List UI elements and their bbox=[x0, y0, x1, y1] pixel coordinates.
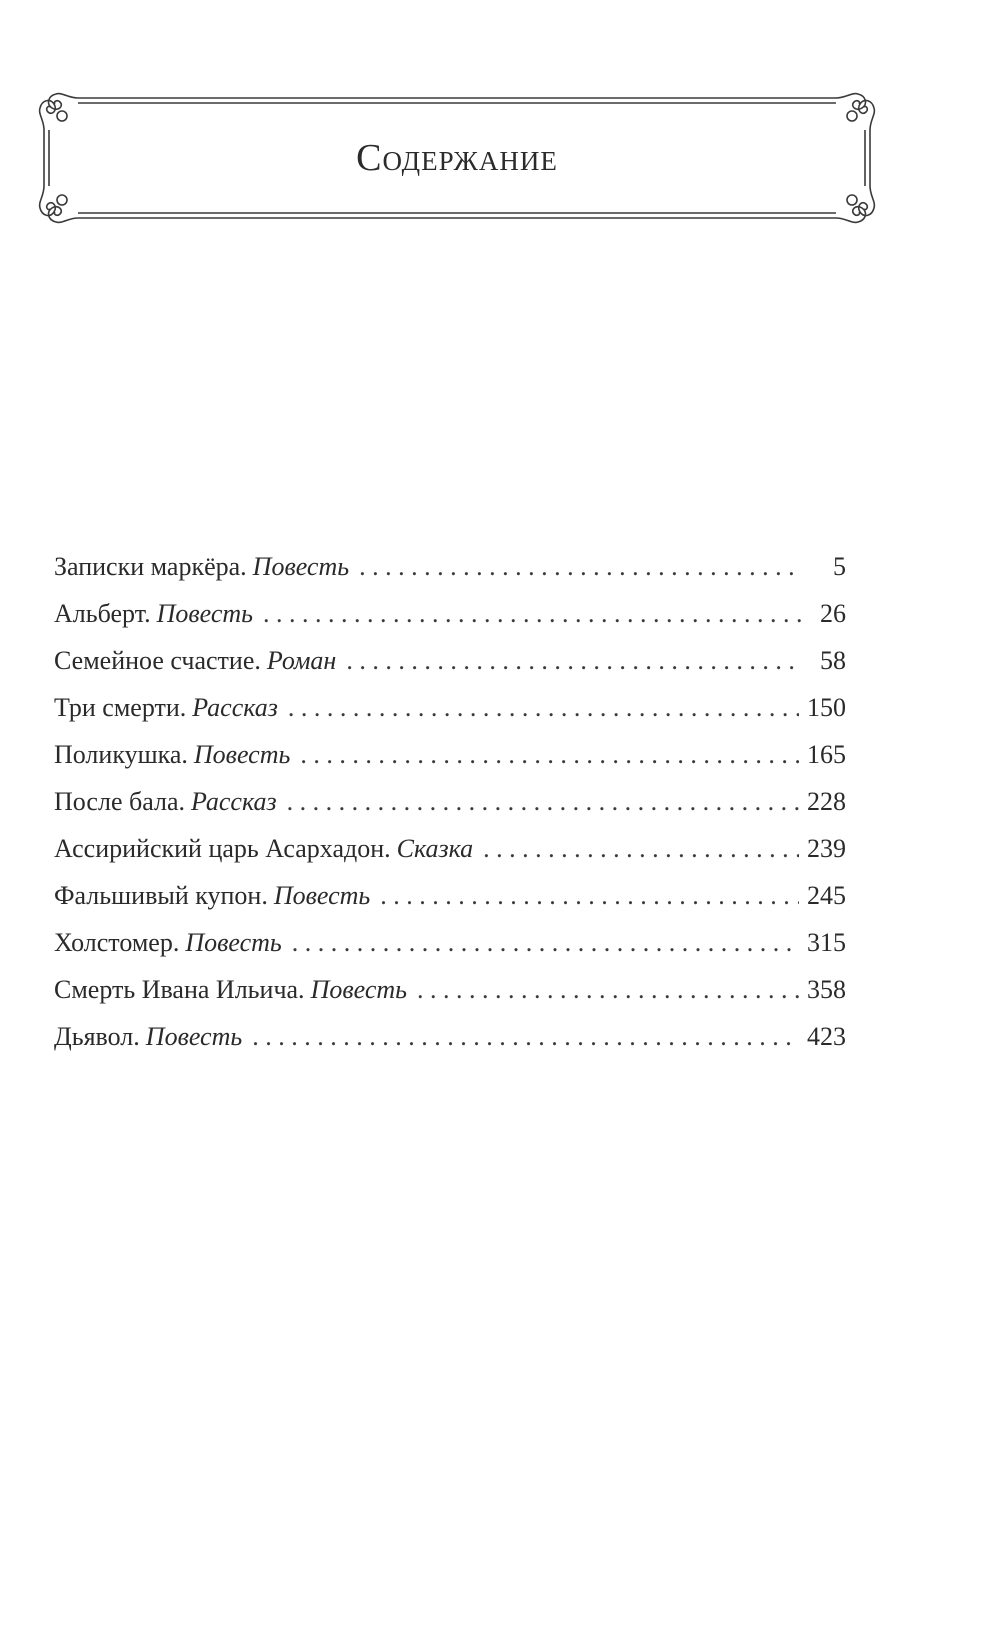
dot-leader bbox=[359, 552, 802, 582]
toc-entry-genre: Повесть bbox=[185, 928, 282, 957]
toc-entry-title: Записки маркёра. bbox=[54, 552, 247, 581]
toc-entry-page: 228 bbox=[807, 787, 846, 816]
toc-entry-title: Семейное счастие. bbox=[54, 646, 261, 675]
toc-entry-genre: Сказка bbox=[396, 834, 474, 863]
toc-entry-page: 5 bbox=[833, 552, 846, 581]
toc-entry-page: 150 bbox=[807, 693, 846, 722]
toc-entry-genre: Повесть bbox=[193, 740, 291, 769]
dot-leader bbox=[417, 975, 799, 1005]
toc-entry[interactable] bbox=[54, 787, 846, 834]
toc-entry-genre: Роман bbox=[266, 646, 337, 675]
dot-leader bbox=[300, 740, 799, 770]
toc-entry-title: После бала. bbox=[54, 787, 185, 816]
toc-entry-title: Поликушка. bbox=[54, 740, 188, 769]
toc-entry-page: 423 bbox=[807, 1022, 846, 1051]
toc-entry-page: 165 bbox=[807, 740, 846, 769]
toc-entry[interactable] bbox=[54, 975, 846, 1022]
toc-entry-genre: Повесть bbox=[252, 552, 350, 581]
toc-entry-title: Фальшивый купон. bbox=[54, 881, 268, 910]
toc-entry-genre: Повесть bbox=[156, 599, 254, 628]
toc-entry-title: Смерть Ивана Ильича. bbox=[54, 975, 305, 1004]
toc-entry[interactable] bbox=[54, 740, 846, 787]
dot-leader bbox=[252, 1022, 799, 1052]
toc-entry-title: Дьявол. bbox=[54, 1022, 140, 1051]
toc-entry-title: Три смерти. bbox=[54, 693, 187, 722]
toc-entry-title: Ассирийский царь Асархадон. bbox=[54, 834, 391, 863]
ornamental-header-frame bbox=[38, 88, 876, 228]
toc-entry-page: 245 bbox=[807, 881, 846, 910]
toc-entry-genre: Повесть bbox=[145, 1022, 243, 1051]
toc-entry-genre: Повесть bbox=[273, 881, 371, 910]
toc-entry-page: 58 bbox=[820, 646, 846, 675]
toc-entry-title: Холстомер. bbox=[54, 928, 180, 957]
toc-entry-page: 239 bbox=[807, 834, 846, 863]
toc-entry[interactable] bbox=[54, 834, 846, 881]
dot-leader bbox=[288, 693, 799, 723]
toc-entry-page: 26 bbox=[820, 599, 846, 628]
toc-entry[interactable] bbox=[54, 646, 846, 693]
dot-leader bbox=[346, 646, 802, 676]
page-title: Содержание bbox=[356, 137, 558, 179]
toc-entry[interactable] bbox=[54, 928, 846, 975]
dot-leader bbox=[380, 881, 799, 911]
toc-entry-title: Альберт. bbox=[54, 599, 151, 628]
toc-entry[interactable] bbox=[54, 881, 846, 928]
toc-entry[interactable] bbox=[54, 599, 846, 646]
toc-entry-page: 315 bbox=[807, 928, 846, 957]
toc-entry-genre: Рассказ bbox=[192, 693, 278, 722]
dot-leader bbox=[483, 834, 799, 864]
toc-entry-genre: Рассказ bbox=[191, 787, 277, 816]
dot-leader bbox=[263, 599, 802, 629]
table-of-contents bbox=[54, 552, 846, 1069]
toc-entry[interactable] bbox=[54, 693, 846, 740]
toc-entry-genre: Повесть bbox=[310, 975, 407, 1004]
dot-leader bbox=[287, 787, 799, 817]
dot-leader bbox=[292, 928, 799, 958]
toc-entry-page: 358 bbox=[807, 975, 846, 1004]
toc-entry[interactable] bbox=[54, 552, 846, 599]
toc-entry[interactable] bbox=[54, 1022, 846, 1069]
